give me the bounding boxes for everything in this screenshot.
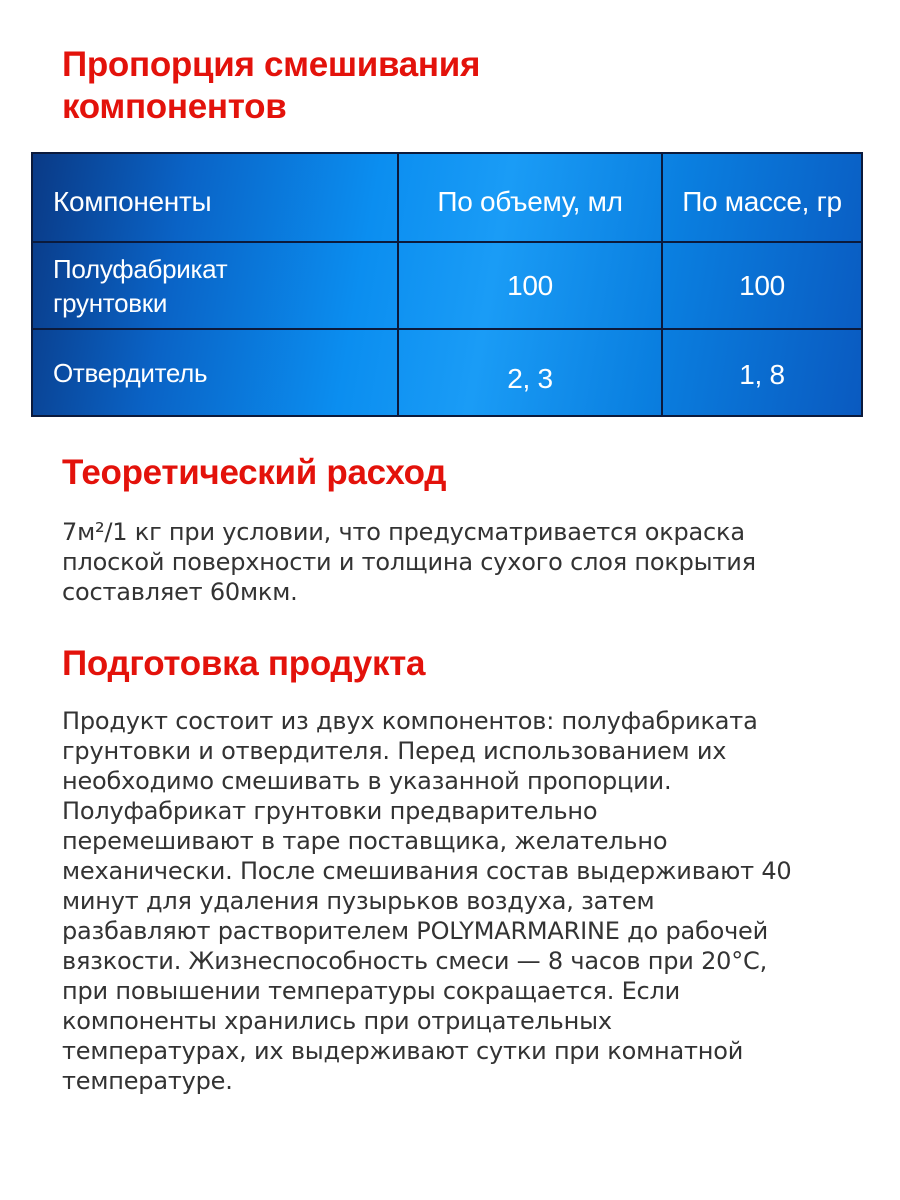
table-row xyxy=(33,329,861,415)
consumption-heading: Теоретический расход xyxy=(62,453,447,492)
cell-mass-value: 1, 8 xyxy=(662,329,861,415)
header-cell-mass: По массе, гр xyxy=(662,154,861,242)
mix-proportion-table xyxy=(31,152,863,417)
consumption-text: 7м²/1 кг при условии, что предусматривается окраска плоской поверхности и толщина сухого слоя покрытия составляет 60мкм. xyxy=(62,518,756,606)
preparation-heading: Подготовка продукта xyxy=(62,644,426,683)
cell-mass-value: 100 xyxy=(662,242,861,329)
cell-component-name: Полуфабрикат грунтовки xyxy=(33,242,398,329)
table-row xyxy=(33,242,861,329)
header-cell-components: Компоненты xyxy=(33,154,398,242)
cell-component-name: Отвердитель xyxy=(33,329,398,415)
preparation-text: Продукт состоит из двух компонентов: полуфабриката грунтовки и отвердителя. Перед использованием их необходимо смешивать в указанной пропорции. Полуфабрикат грунтовки предварительно перемешивают в таре поставщика, желательно механически. После смешивания состав выдерживают 40 минут для удаления пузырьков воздуха, затем разбавляют растворителем POLYMARMARINE до рабочей вязкости. Жизнеспособность смеси — 8 часов при 20°C, при повышении температуры сокращается. Если компоненты хранились при отрицательных температурах, их выдерживают сутки при комнатной температуре. xyxy=(62,707,792,1095)
header-cell-volume: По объему, мл xyxy=(398,154,662,242)
cell-volume-value: 100 xyxy=(398,242,662,329)
cell-volume-value: 2, 3 xyxy=(398,329,662,415)
mix-proportion-heading: Пропорция смешивания компонентов xyxy=(62,45,481,126)
table-header-row xyxy=(33,154,861,242)
